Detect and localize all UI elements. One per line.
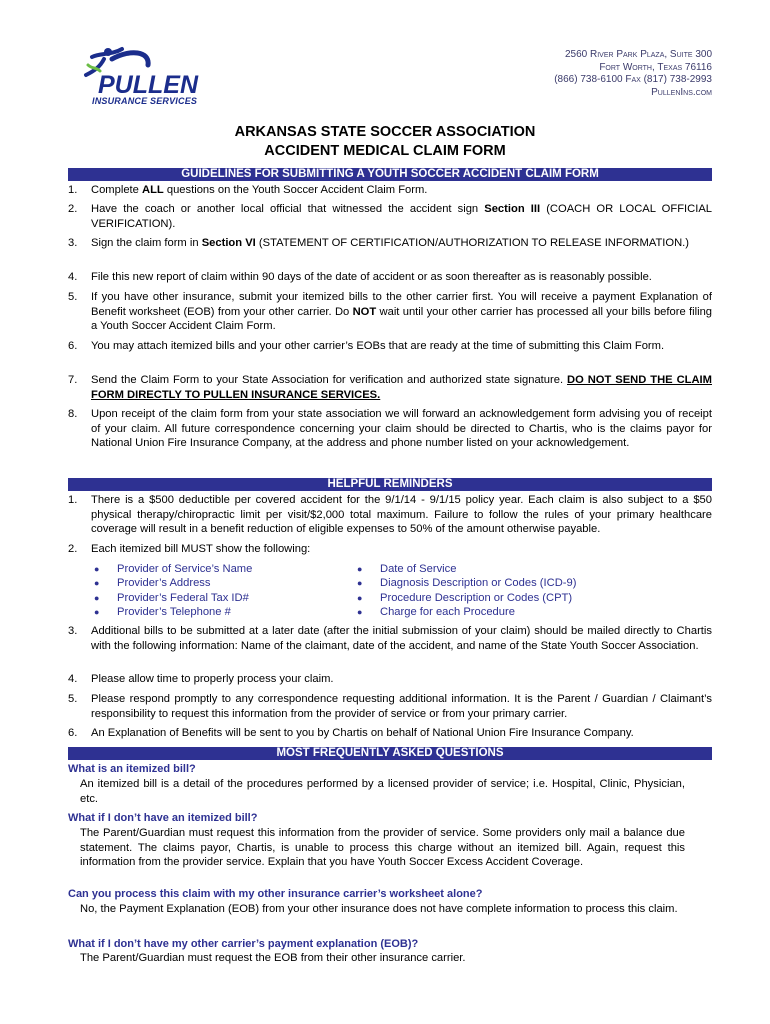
- item-text: Additional bills to be submitted at a later date (after the initial submission of your claim) should be mailed directly to Chartis with the following information: Name of the claimant, date of the accident, and name of the State Youth Soccer Association.: [91, 625, 712, 652]
- bullet-icon: ●: [94, 606, 100, 617]
- faq-question: What if I don’t have my other carrier’s payment explanation (EOB)?: [68, 938, 419, 950]
- faq-question: What if I don’t have an itemized bill?: [68, 812, 258, 824]
- guidelines-banner: GUIDELINES FOR SUBMITTING A YOUTH SOCCER ACCIDENT CLAIM FORM: [68, 168, 712, 181]
- faq-question: Can you process this claim with my other insurance carrier’s worksheet alone?: [68, 888, 483, 900]
- faq-question: What is an itemized bill?: [68, 763, 196, 775]
- guideline-item: [68, 183, 712, 198]
- guideline-item: [68, 236, 712, 251]
- guideline-item: [68, 202, 712, 231]
- reminders-banner: HELPFUL REMINDERS: [68, 478, 712, 491]
- guideline-item: [68, 339, 712, 354]
- guideline-item: [68, 290, 712, 334]
- item-text: Sign the claim form in Section VI (STATEMENT OF CERTIFICATION/AUTHORIZATION TO RELEASE INFORMATION.): [91, 237, 690, 249]
- item-number: 2.: [68, 543, 78, 555]
- reminder-item: [68, 692, 712, 721]
- bill-item: ● Procedure Description or Codes (CPT): [357, 591, 573, 604]
- bullet-icon: ●: [357, 592, 363, 603]
- item-number: 6.: [68, 727, 78, 739]
- underlined-notice: DO NOT SEND THE CLAIM FORM DIRECTLY TO PULLEN INSURANCE SERVICES.: [91, 374, 712, 401]
- reminder-item: [68, 726, 712, 741]
- item-text: Please allow time to properly process your claim.: [91, 673, 334, 685]
- faq-answer: The Parent/Guardian must request the EOB from their other insurance carrier.: [80, 952, 466, 964]
- faq-banner: MOST FREQUENTLY ASKED QUESTIONS: [68, 747, 712, 760]
- form-subtitle: ACCIDENT MEDICAL CLAIM FORM: [264, 143, 506, 159]
- reminder-item: [68, 493, 712, 537]
- bill-item: ● Provider’s Telephone #: [94, 605, 231, 618]
- item-text: File this new report of claim within 90 days of the date of accident or as soon thereafter as is reasonably possible.: [91, 271, 652, 283]
- company-address: [554, 49, 712, 99]
- guideline-item: [68, 407, 712, 451]
- item-number: 3.: [68, 237, 78, 249]
- bullet-icon: ●: [94, 564, 100, 574]
- item-text: Upon receipt of the claim form from your state association we will forward an acknowledgement form advising you of receipt of your claim. All future correspondence concerning your claim should be directed to Chartis, who is the claims payor for National Union Fire Insurance Company, at the address and phone number listed on your acknowledgement.: [91, 408, 712, 449]
- bullet-icon: ●: [94, 578, 100, 589]
- pullen-logo: [78, 45, 218, 107]
- form-title: ARKANSAS STATE SOCCER ASSOCIATION: [234, 124, 536, 140]
- guideline-item: [68, 270, 712, 285]
- bold-text: NOT: [352, 305, 377, 318]
- address-line: 2560 River Park Plaza, Suite 300: [564, 49, 712, 60]
- bill-item: ● Date of Service: [357, 563, 457, 575]
- item-number: 1.: [68, 494, 78, 506]
- item-number: 5.: [68, 291, 78, 303]
- item-number: 7.: [68, 374, 78, 386]
- item-number: 2.: [68, 203, 78, 215]
- bullet-icon: ●: [357, 564, 363, 574]
- address-line: Fort Worth, Texas 76116: [599, 61, 712, 73]
- item-text: If you have other insurance, submit your itemized bills to the other carrier first. You will receive a payment Explanation of Benefit worksheet (EOB) from your other carrier. Do NOT wait until your other carrier has processed all your bills before filing a Youth Soccer Accident Claim Form.: [91, 291, 713, 332]
- bullet-icon: ●: [357, 606, 363, 617]
- reminder-item: [68, 672, 712, 687]
- bill-item: ● Diagnosis Description or Codes (ICD-9): [357, 577, 577, 590]
- bill-item: ● Provider of Service’s Name: [94, 563, 253, 575]
- item-number: 3.: [68, 625, 78, 637]
- reminder-item: [68, 624, 712, 653]
- item-number: 4.: [68, 673, 78, 685]
- faq-answer: No, the Payment Explanation (EOB) from your other insurance does not have complete information to process this claim.: [80, 903, 678, 915]
- item-text: Have the coach or another local official that witnessed the accident sign Section III (COACH OR LOCAL OFFICIAL VERIFICATION).: [91, 203, 713, 230]
- item-number: 5.: [68, 693, 78, 705]
- bill-items-left: [94, 562, 252, 619]
- bill-item: ● Provider’s Federal Tax ID#: [94, 591, 249, 604]
- item-text: There is a $500 deductible per covered accident for the 9/1/14 - 9/1/15 policy year. Each claim is also subject to a $50 physical therapy/chiropractic limit per visit/$2,000 total maximum. Failure to follow the rules of your primary healthcare coverage will result in a benefit reduction of eligible expenses to 50% of the amount otherwise payable.: [91, 494, 712, 535]
- bullet-icon: ●: [357, 578, 363, 589]
- bold-text: ALL: [142, 184, 164, 196]
- reminder-item: [68, 542, 712, 557]
- guideline-item: [68, 373, 712, 402]
- item-number: 6.: [68, 340, 78, 352]
- logo-wordmark: PULLEN: [98, 71, 198, 99]
- item-text: Each itemized bill MUST show the following:: [91, 543, 311, 555]
- bold-text: Section VI: [201, 237, 256, 249]
- item-text: Complete ALL questions on the Youth Soccer Accident Claim Form.: [91, 184, 428, 196]
- item-text: An Explanation of Benefits will be sent to you by Chartis on behalf of National Union Fire Insurance Company.: [91, 727, 634, 739]
- item-text: Send the Claim Form to your State Association for verification and authorized state signature. DO NOT SEND THE CLAIM FORM DIRECTLY TO PULLEN INSURANCE SERVICES.: [91, 374, 712, 401]
- item-text: Please respond promptly to any correspondence requesting additional information. It is the Parent / Guardian / Claimant’s responsibility to request this information from the provider of service or from your primary carrier.: [91, 693, 712, 720]
- logo-subtitle: INSURANCE SERVICES: [92, 96, 198, 106]
- bold-text: Section III: [484, 203, 541, 215]
- bullet-icon: ●: [94, 592, 100, 603]
- item-number: 8.: [68, 408, 78, 420]
- item-number: 1.: [68, 184, 78, 196]
- bill-item: ● Provider’s Address: [94, 577, 211, 590]
- item-number: 4.: [68, 271, 78, 283]
- bill-item: ● Charge for each Procedure: [357, 605, 515, 618]
- bill-items-right: [357, 562, 576, 619]
- address-website: PullenIns.com: [651, 86, 712, 98]
- address-phone: (866) 738-6100 Fax (817) 738-2993: [554, 74, 712, 85]
- item-text: You may attach itemized bills and your other carrier’s EOBs that are ready at the time of submitting this Claim Form.: [91, 340, 665, 352]
- faq-answer: The Parent/Guardian must request this information from the provider of service. Some providers only mail a balance due statement. The claims payor, Chartis, is unable to process this charge without an itemized bill. Again, request this information from the provider service. Explain that you have Youth Soccer Excess Accident Coverage.: [80, 827, 685, 868]
- faq-answer: An itemized bill is a detail of the procedures performed by a licensed provider of service; i.e. Hospital, Clinic, Physician, etc.: [80, 778, 685, 805]
